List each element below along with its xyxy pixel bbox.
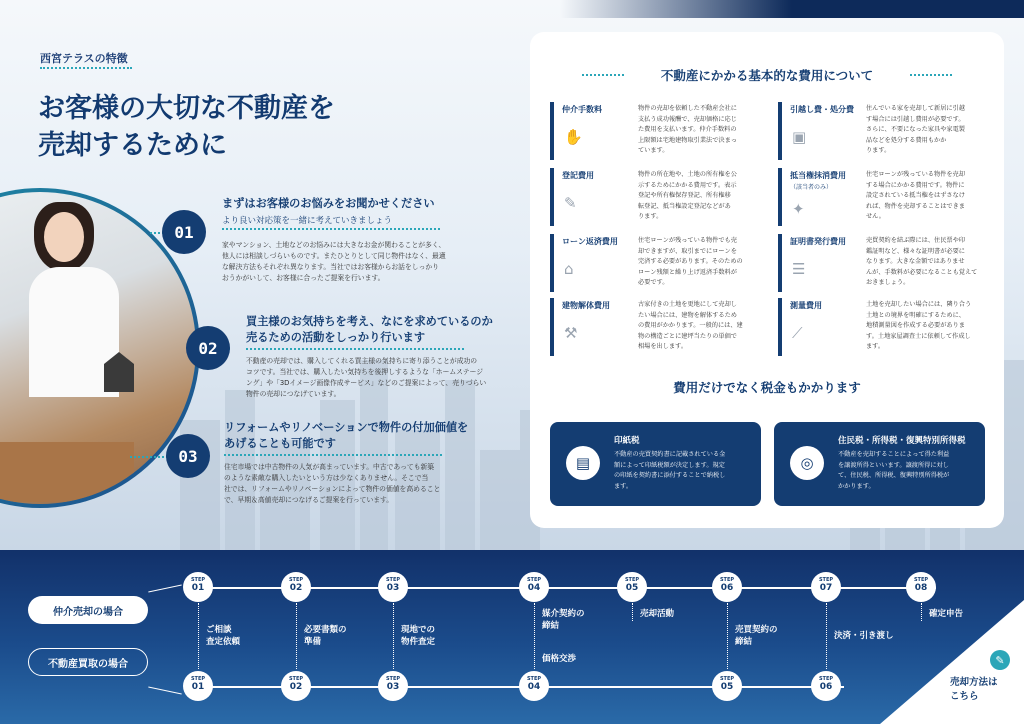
step-label: 売却活動 <box>640 609 675 619</box>
point-2-title: 買主様のお気持ちを考え、なにを求めているのか 売るための活動をしっかり行います <box>246 315 493 344</box>
handshake-icon: ✋ <box>564 128 583 146</box>
step-label: 必要書類の 準備 <box>304 625 347 647</box>
point-3-body: 住宅市場では中古物件の人気が高まっています。中古であっても新築 のような素敵な購入したいという方は少なくありません。そこで当 社では、リフォームやリノベーションによって物件の価値を高めること で、早期＆高値売却につなげるご提案を行っています。 <box>224 463 441 504</box>
step-label: 確定申告 <box>929 609 964 619</box>
route-2-step: STEP 02 <box>281 671 311 701</box>
point-2-rule <box>246 348 464 350</box>
route-1-step: STEP 03 <box>378 572 408 602</box>
tax-title: 費用だけでなく税金もかかります <box>673 380 861 395</box>
costs-panel <box>530 32 1004 528</box>
pen-icon: ✎ <box>990 650 1010 670</box>
main-heading <box>38 90 335 164</box>
route-buyout-label: 不動産買取の場合 <box>28 648 148 676</box>
cost-item: 建物解体費用 ⚒ 古家付きの土地を更地にして売却し たい場合には、建物を解体するため の費用がかかります。一般的には、建 物の構造ごとに建坪当たりの単価で 相場を出します。 <box>530 298 755 358</box>
route-brokerage-label: 仲介売却の場合 <box>28 596 148 624</box>
route-2-step: STEP 05 <box>712 671 742 701</box>
route-1-step: STEP 01 <box>183 572 213 602</box>
price-negotiation-label: 価格交渉 <box>542 654 577 664</box>
point-3-number: 03 <box>166 434 210 478</box>
sale-method-link[interactable]: 売却方法は こちら <box>950 677 998 702</box>
route-2-step: STEP 03 <box>378 671 408 701</box>
route-1-step: STEP 05 <box>617 572 647 602</box>
cost-item: 登記費用 ✎ 物件の所在地や、土地の所有権を公 示するためにかかる費用です。表示 登記や所有権保存登記、所有権移 転登記、抵当権設定登記などがあ ります。 <box>530 168 755 228</box>
top-accent-bar <box>560 0 1024 18</box>
point-2-number: 02 <box>186 326 230 370</box>
eraser-icon: ✦ <box>792 200 805 218</box>
costs-title: 不動産にかかる基本的な費用について <box>660 68 874 83</box>
point-1-title: まずはお客様のお悩みをお聞かせください <box>222 197 435 210</box>
cost-item: ローン返済費用 ⌂ 住宅ローンが残っている物件でも売 却できますが、取引までにローンを 完済する必要があります。そのための ローン残額と繰り上げ返済手数料が 必要です。 <box>530 234 755 294</box>
stamp-icon: ▤ <box>566 446 600 480</box>
route-2-step: STEP 01 <box>183 671 213 701</box>
cost-item: 引越し費・処分費 ▣ 住んでいる家を売却して新居に引越 す場合には引越し費用が必要です。 さらに、不要になった家具や家電製 品などを処分する費用もかか ります。 <box>758 102 983 162</box>
step-label: 決済・引き渡し <box>834 631 894 641</box>
excavator-icon: ⚒ <box>564 324 578 342</box>
heading-line-2: 売却するために <box>38 130 227 161</box>
step-label: 売買契約の 締結 <box>735 625 778 647</box>
point-2-body: 不動産の売却では、購入してくれる買主様の気持ちに寄り添うことが成功の コツです。当社では、購入したい気持ちを後押しするような「ホームステージ ング」や「3Dイメージ画像作成サービス」などのご提案によって、売りづらい 物件の売却につなげています。 <box>246 357 487 398</box>
cost-item: 測量費用 ⟋ 土地を売却したい場合には、隣り合う 土地との境界を明確にするために、 地積測量図を作成する必要がありま す。土地家屋調査士に依頼して作成し ます。 <box>758 298 983 358</box>
heading-line-1: お客様の大切な不動産を <box>38 93 335 124</box>
document-icon: ☰ <box>792 260 806 278</box>
route-2-step: STEP 06 <box>811 671 841 701</box>
point-3-title: リフォームやリノベーションで物件の付加価値を あげることも可能です <box>224 421 469 450</box>
route-1-step: STEP 07 <box>811 572 841 602</box>
route-1-step: STEP 08 <box>906 572 936 602</box>
point-1-number: 01 <box>162 210 206 254</box>
step-label: 媒介契約の 締結 <box>542 609 585 631</box>
cost-item: 抵当権抹消費用 （該当者のみ） ✦ 住宅ローンが残っている物件を売却 する場合にかかる費用です。物件に 設定されている抵当権をはずさなけ れば、物件を売却することはできま せん。 <box>758 168 983 228</box>
point-3-rule <box>224 454 442 456</box>
coins-icon: ◎ <box>790 446 824 480</box>
route-1-step: STEP 02 <box>281 572 311 602</box>
route-2-step: STEP 04 <box>519 671 549 701</box>
point-1-subtitle: より良い対応策を一緒に考えていきましょう <box>222 216 393 226</box>
route-1-step: STEP 04 <box>519 572 549 602</box>
ruler-icon: ⟋ <box>792 324 803 342</box>
pen-icon: ✎ <box>564 194 577 212</box>
feature-tag: 西宮テラスの特徴 <box>40 52 128 65</box>
cost-item: 証明書発行費用 ☰ 売買契約を結ぶ際には、住民票や印 鑑証明など、様々な証明書が必要に なります。大きな金額ではありませ んが、手数料が必要になることも覚えて おきましょう。 <box>758 234 983 294</box>
step-label: ご相談 査定依頼 <box>206 625 241 647</box>
point-1-body: 家やマンション、土地などのお悩みには大きなお金が関わることが多く、 他人には相談しづらいものです。またひとりとして同じ物件はなく、最適 な解決方法もそれぞれ異なります。当社ではお客様からお話をしっかり おうかがいして、お客様に合ったご提案を行います。 <box>222 241 446 282</box>
box-icon: ▣ <box>792 128 807 146</box>
tax-card: ◎ 住民税・所得税・復興特別所得税 不動産を売却することによって得た利益 を譲渡所得といいます。譲渡所得に対し て、住民税、所得税、復興特別所得税が かかります。 <box>774 422 985 506</box>
step-label: 現地での 物件査定 <box>401 625 436 647</box>
route-1-step: STEP 06 <box>712 572 742 602</box>
tax-card: ▤ 印紙税 不動産の売買契約書に記載されている金 額によって印紙税額が決定します。規定 の印紙を契約書に添付することで納税し ます。 <box>550 422 761 506</box>
house-icon: ⌂ <box>564 260 574 278</box>
cost-item: 仲介手数料 ✋ 物件の売却を依頼した不動産会社に 支払う成功報酬で、売却価格に応じ た費用を支払います。仲介手数料の 上限額は宅地建物取引業法で決まっ ています。 <box>530 102 755 162</box>
feature-tag-underline <box>40 67 132 69</box>
point-1-rule <box>222 228 440 230</box>
